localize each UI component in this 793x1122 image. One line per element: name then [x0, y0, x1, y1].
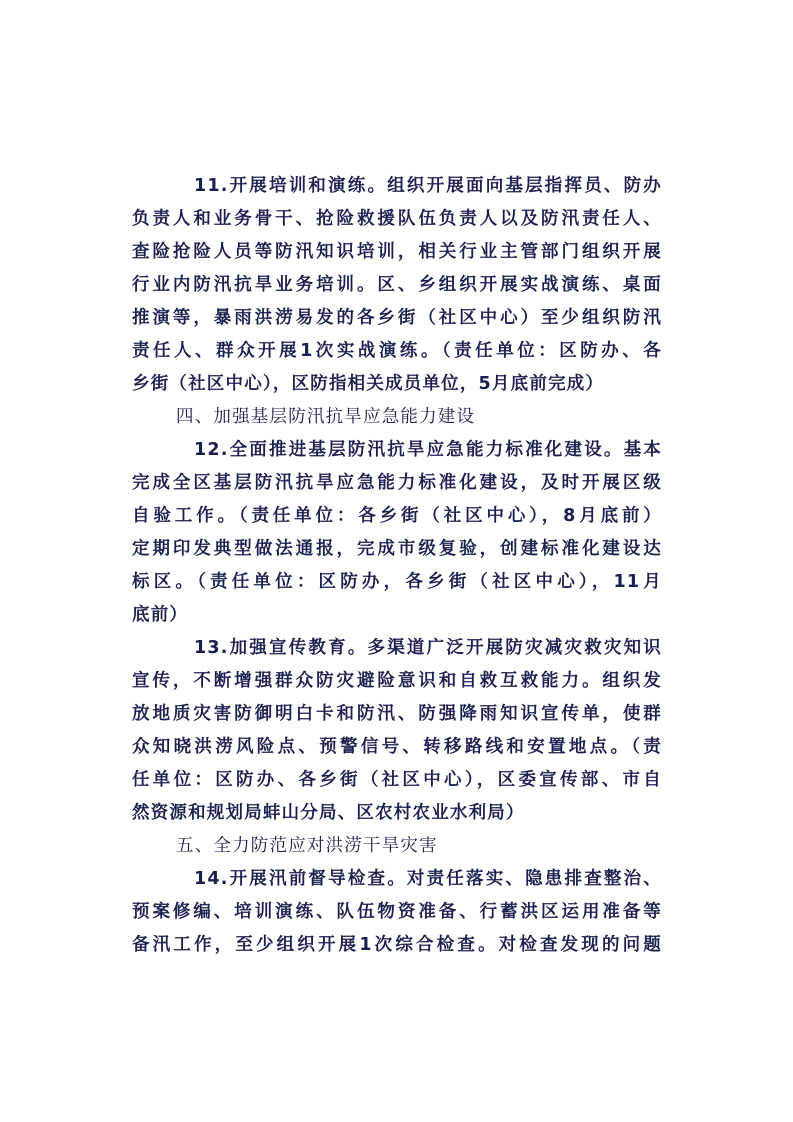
text-line: 12.全面推进基层防汛抗旱应急能力标准化建设。基本	[194, 440, 662, 460]
text-line: 推演等，暴雨洪涝易发的各乡街（社区中心）至少组织防汛	[132, 308, 662, 328]
text-line: 标区。（责任单位：区防办，各乡街（社区中心），11月	[132, 572, 662, 592]
text-line: 预案修编、培训演练、队伍物资准备、行蓄洪区运用准备等	[132, 902, 662, 922]
text-line: 底前）	[132, 605, 189, 625]
text-line: 备汛工作，至少组织开展1次综合检查。对检查发现的问题	[132, 935, 662, 955]
document-body	[132, 170, 662, 962]
text-line: 乡街（社区中心），区防指相关成员单位，5月底前完成）	[132, 374, 605, 394]
text-line: 宣传，不断增强群众防灾避险意识和自救互救能力。组织发	[132, 671, 662, 691]
text-line: 自验工作。（责任单位：各乡街（社区中心），8月底前）	[132, 506, 662, 526]
text-line: 众知晓洪涝风险点、预警信号、转移路线和安置地点。（责	[132, 737, 662, 757]
text-line: 负责人和业务骨干、抢险救援队伍负责人以及防汛责任人、	[132, 209, 662, 229]
section-heading: 五、全力防范应对洪涝干旱灾害	[176, 836, 438, 856]
text-line: 完成全区基层防汛抗旱应急能力标准化建设，及时开展区级	[132, 473, 662, 493]
section-heading: 四、加强基层防汛抗旱应急能力建设	[176, 407, 476, 427]
text-line: 任单位：区防办、各乡街（社区中心），区委宣传部、市自	[132, 770, 662, 790]
text-line: 行业内防汛抗旱业务培训。区、乡组织开展实战演练、桌面	[132, 275, 662, 295]
text-line: 责任人、群众开展1次实战演练。（责任单位：区防办、各	[132, 341, 662, 361]
text-line: 14.开展汛前督导检查。对责任落实、隐患排查整治、	[194, 869, 662, 889]
text-line: 查险抢险人员等防汛知识培训，相关行业主管部门组织开展	[132, 242, 662, 262]
text-line: 11.开展培训和演练。组织开展面向基层指挥员、防办	[194, 176, 662, 196]
text-line: 放地质灾害防御明白卡和防汛、防强降雨知识宣传单，使群	[132, 704, 662, 724]
text-line: 13.加强宣传教育。多渠道广泛开展防灾减灾救灾知识	[194, 638, 662, 658]
text-line: 定期印发典型做法通报，完成市级复验，创建标准化建设达	[132, 539, 662, 559]
text-line: 然资源和规划局蚌山分局、区农村农业水利局）	[132, 803, 525, 823]
